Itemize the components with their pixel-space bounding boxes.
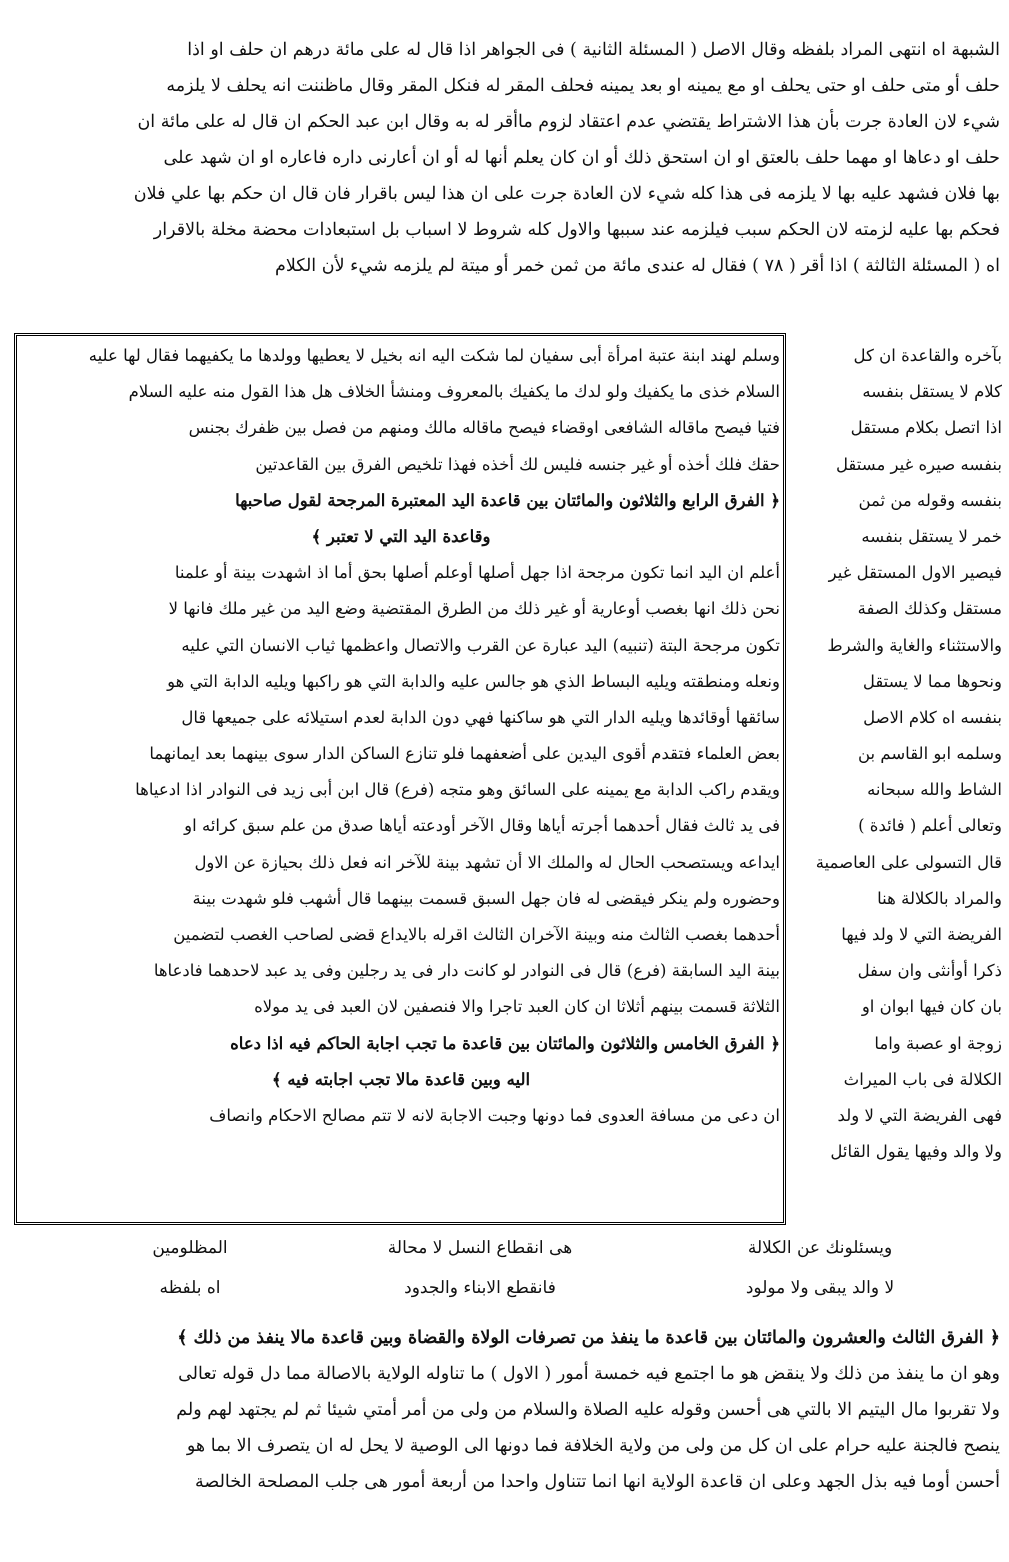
text-line: بينة اليد السابقة (فرع) قال فى النوادر لو كانت دار فى يد رجلين وفى يد عبد لاحدهما فادعاها bbox=[153, 961, 780, 981]
text-line: الفريضة التي لا ولد فيها bbox=[841, 925, 1002, 944]
text-line: بان كان فيها ابوان او bbox=[861, 997, 1002, 1017]
framed-text-block bbox=[22, 338, 780, 1134]
text-line: ينصح فالجنة عليه حرام على ان كل من ولى من ولاية الخلافة فما دونها الى الوصية لا يحل له ان يتصرف الا بما هو bbox=[186, 1436, 1000, 1456]
text-line: حلف أو متى حلف او حتى يحلف او مع يمينه او بعد يمينه فحلف المقر له فنكل المقر وقال ماظننت انه يحلف لا يلزمه bbox=[166, 76, 1000, 96]
text-line: وحضوره ولم ينكر فيقضى له فان جهل السبق قسمت بينهما قال أشهب فلو شهدت بينة bbox=[192, 888, 780, 908]
text-line: فهى الفريضة التي لا ولد bbox=[837, 1105, 1002, 1125]
text-line: خمر لا يستقل بنفسه bbox=[861, 526, 1002, 546]
text-line: الشاط والله سبحانه bbox=[867, 780, 1002, 800]
text-line: مستقل وكذلك الصفة bbox=[857, 599, 1002, 619]
section-heading: اليه وبين قاعدة مالا تجب اجابته فيه ﴾ bbox=[271, 1069, 531, 1089]
section-heading: وقاعدة اليد التي لا تعتبر ﴾ bbox=[311, 526, 491, 546]
verse-row bbox=[30, 1278, 980, 1318]
text-line: الكلالة فى باب الميراث bbox=[843, 1069, 1002, 1089]
text-line: فى يد ثالث فقال أحدهما أجرته أياها وقال الآخر أودعته أياها صدق من علم سبق كرائه او bbox=[184, 816, 780, 836]
verse-continuation: اه بلفظه bbox=[159, 1278, 221, 1298]
bottom-text-block bbox=[10, 1320, 1000, 1500]
text-line: فتيا فيصح ماقاله الشافعى اوقضاء فيصح ماقاله مالك ومنهم من فصل بين ظفرك بجنس bbox=[188, 418, 780, 438]
text-line: ويقدم راكب الدابة مع يمينه على السائق وهو متجه (فرع) قال ابن أبى زيد فى النوادر اذا ادعياها bbox=[135, 780, 780, 800]
text-line: ولا تقربوا مال اليتيم الا بالتي هى أحسن وقوله عليه الصلاة والسلام من ولى من أمر أمتي شيئا ثم لم يجتهد لهم ولم bbox=[176, 1400, 1000, 1420]
text-line: ونعله ومنطقته ويليه البساط الذي هو جالس عليه والدابة التي هو راكبها ويليه الدابة التي هو bbox=[167, 671, 780, 691]
text-line: حلف او دعاها او مهما حلف بالعتق او ان استحق ذلك أو ان كان يعلم أنها له أو ان أعارنى داره فاعاره او ان شهد على bbox=[163, 148, 1000, 168]
section-heading: ﴿ الفرق الرابع والثلاثون والمائتان بين قاعدة اليد المعتبرة المرجحة لقول صاحبها bbox=[235, 490, 780, 510]
text-line: سائقها أوقائدها ويليه الدار التي هو ساكنها فهي دون الدابة لعدم استيلائه على جميعها قال bbox=[181, 707, 780, 727]
text-line: بها فلان فشهد عليه بها لا يلزمه فى هذا كله شيء لان العادة جرت على ان هذا ليس باقرار فان قال ان حكم بها علي فلان bbox=[133, 184, 1000, 204]
text-line: بنفسه اه كلام الاصل bbox=[863, 707, 1002, 727]
verse-block bbox=[30, 1238, 980, 1318]
text-line: وسلم لهند ابنة عتبة امرأة أبى سفيان لما شكت اليه انه بخيل لا يعطيها وولدها ما يكفيهما فقال لها عليه bbox=[88, 346, 780, 365]
verse-hemistich: هى انقطاع النسل لا محالة bbox=[387, 1238, 573, 1258]
verse-hemistich: لا والد يبقى ولا مولود bbox=[745, 1278, 895, 1298]
top-text-block bbox=[8, 32, 1000, 284]
text-line: ايداعه ويستصحب الحال له والملك الا أن تشهد بينة للآخر انه فعل ذلك بحيازة عن الاول bbox=[194, 852, 780, 872]
text-line: بنفسه صيره غير مستقل bbox=[835, 454, 1002, 474]
text-line: زوجة او عصبة واما bbox=[874, 1033, 1002, 1053]
text-line: ذكرا أوأنثى وان سفل bbox=[857, 961, 1002, 981]
text-line: وتعالى أعلم ( فائدة ) bbox=[858, 816, 1002, 836]
text-line: فيصير الاول المستقل غير bbox=[828, 563, 1002, 583]
verse-hemistich: فانقطع الابناء والجدود bbox=[404, 1278, 556, 1298]
text-line: كلام لا يستقل بنفسه bbox=[862, 382, 1002, 402]
text-line: تكون مرجحة البتة (تنبيه) اليد عبارة عن القرب والاتصال واعظمها ثياب الانسان التي عليه bbox=[181, 635, 780, 655]
section-heading: ﴿ الفرق الثالث والعشرون والمائتان بين قاعدة ما ينفذ من تصرفات الولاة والقضاة وبين قاعدة مالا ينفذ من ذلك ﴾ bbox=[177, 1328, 1000, 1348]
text-line: ولا والد وفيها يقول القائل bbox=[830, 1142, 1002, 1162]
text-line: ونحوها مما لا يستقل bbox=[862, 671, 1002, 691]
section-heading: ﴿ الفرق الخامس والثلاثون والمائتان بين قاعدة ما تجب اجابة الحاكم فيه اذا دعاه bbox=[230, 1033, 780, 1053]
text-line: أحدهما بغصب الثالث منه وبينة الآخران الثالث اقرله بالايداع قضى لصاحب الغصب لتضمين bbox=[173, 925, 780, 944]
margin-text-column bbox=[792, 338, 1002, 1170]
text-line: فحكم بها عليه لزمته لان الحكم سبب فيلزمه عند سببها والاول كله شروط لا اسباب بل استبعادات محضة مخلة بالاقرار bbox=[153, 220, 1000, 240]
text-line: الثلاثة قسمت بينهم أثلاثا ان كان العبد تاجرا والا فنصفين لان العبد فى يد مولاه bbox=[254, 997, 780, 1017]
text-line: وسلمه ابو القاسم بن bbox=[857, 744, 1002, 764]
text-line-with-page-number: اه ( المسئلة الثالثة ) اذا أقر ( ٧٨ ) فقال له عندى مائة من ثمن خمر أو ميتة لم يلزمه شيء لأن الكلام bbox=[275, 256, 1000, 276]
text-line: قال التسولى على العاصمية bbox=[815, 852, 1002, 872]
text-line: بآخره والقاعدة ان كل bbox=[853, 346, 1002, 365]
text-line: أعلم ان اليد انما تكون مرجحة اذا جهل أصلها أوعلم أصلها بحق أما اذ اشهدت بينة أو علمنا bbox=[174, 563, 780, 583]
text-line: وهو ان ما ينفذ من ذلك ولا ينقض هو ما اجتمع فيه خمسة أمور ( الاول ) ما تناوله الولاية بالاصالة مما دل قوله تعالى bbox=[178, 1364, 1000, 1384]
text-line: ان دعى من مسافة العدوى فما دونها وجبت الاجابة لانه لا تتم مصالح الاحكام وانصاف bbox=[209, 1105, 780, 1125]
text-line: والاستثناء والغاية والشرط bbox=[827, 635, 1002, 655]
text-line: بنفسه وقوله من ثمن bbox=[858, 490, 1002, 510]
verse-row bbox=[30, 1238, 980, 1278]
verse-hemistich: ويسئلونك عن الكلالة bbox=[747, 1238, 893, 1258]
text-line: اذا اتصل بكلام مستقل bbox=[850, 418, 1002, 438]
text-line: أحسن أوما فيه بذل الجهد وعلى ان قاعدة الولاية انها انما تتناول واحدا من أربعة أمور هى جلب المصلحة الخالصة bbox=[195, 1472, 1000, 1492]
text-line: حقك فلك أخذه أو غير جنسه فليس لك أخذه فهذا تلخيص الفرق بين القاعدتين bbox=[255, 454, 780, 474]
text-line: نحن ذلك انها بغصب أوعارية أو غير ذلك من الطرق المقتضية وضع اليد من غير ملك فانها لا bbox=[168, 599, 780, 619]
text-line: السلام خذى ما يكفيك ولو لدك ما يكفيك بالمعروف ومنشأ الخلاف هل هذا القول منه عليه السلام bbox=[128, 382, 780, 402]
text-line: شيء لان العادة جرت بأن هذا الاشتراط يقتضي عدم اعتقاد لزوم ماأقر له به وقال ابن عبد الحكم ان قال له على مائة ان bbox=[137, 112, 1000, 132]
verse-continuation: المظلومين bbox=[152, 1238, 228, 1258]
text-line: بعض العلماء فتقدم أقوى اليدين على أضعفهما فلو تنازع الساكن الدار سوى بينهما بعد ايمانهما bbox=[149, 744, 780, 764]
text-line: الشبهة اه انتهى المراد بلفظه وقال الاصل ( المسئلة الثانية ) فى الجواهر اذا قال له على مائة درهم ان حلف او اذا bbox=[187, 40, 1000, 60]
text-line: والمراد بالكلالة هنا bbox=[877, 888, 1002, 908]
